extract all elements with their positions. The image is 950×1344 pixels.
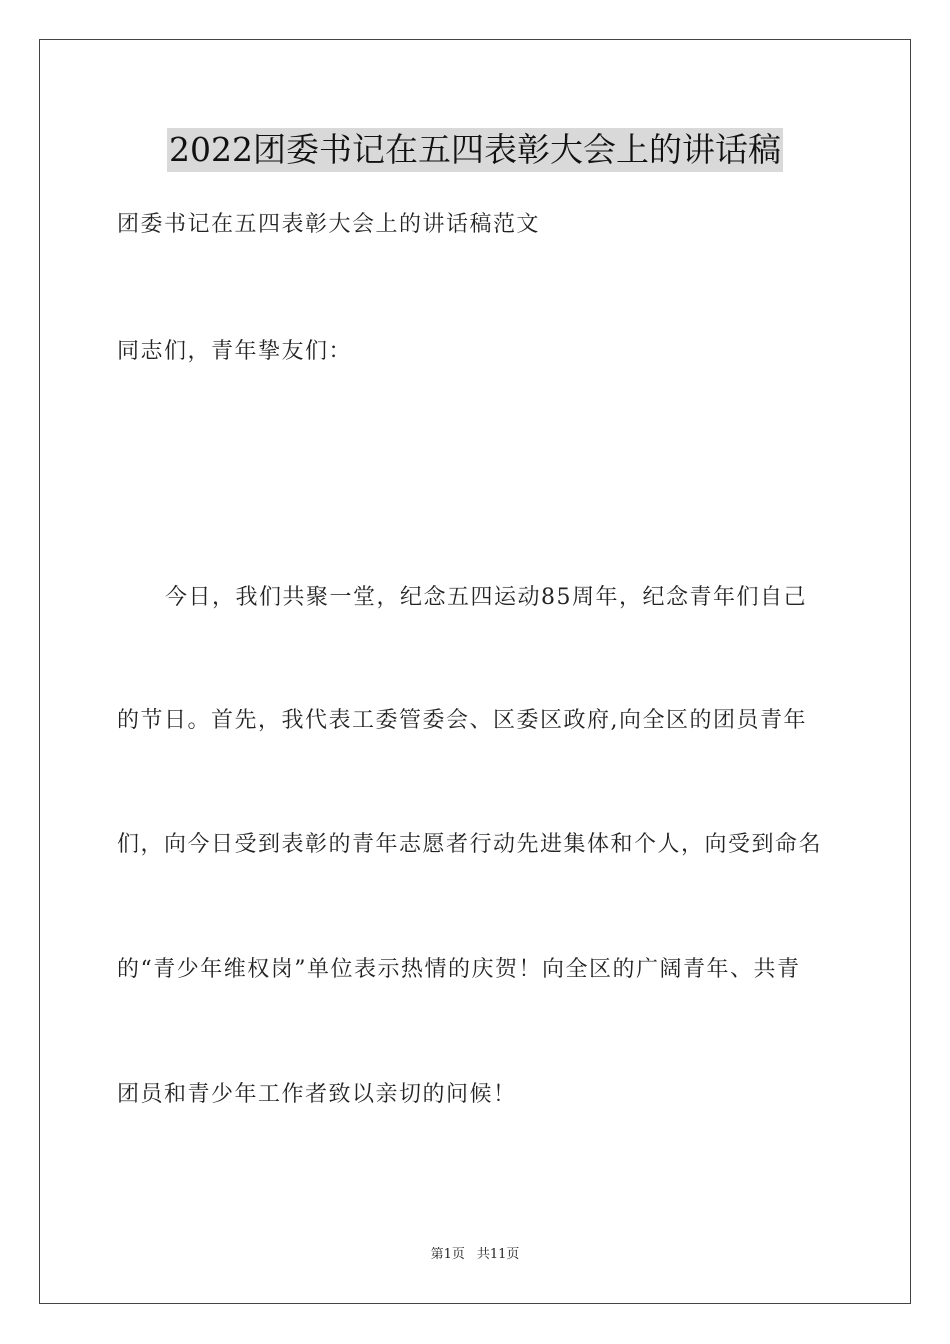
body-line-3: 们，向今日受到表彰的青年志愿者行动先进集体和个人，向受到命名 [117, 832, 823, 857]
page-number-current: 第1页 [430, 1247, 465, 1262]
document-title: 2022团委书记在五四表彰大会上的讲话稿 [167, 128, 783, 172]
document-subtitle: 团委书记在五四表彰大会上的讲话稿范文 [117, 212, 541, 237]
salutation: 同志们，青年挚友们： [117, 339, 353, 364]
body-line-2: 的节日。首先，我代表工委管委会、区委区政府,向全区的团员青年 [117, 708, 807, 733]
body-line-5: 团员和青少年工作者致以亲切的问候！ [117, 1082, 517, 1107]
body-line-1: 今日，我们共聚一堂，纪念五四运动85周年，纪念青年们自己 [165, 585, 807, 610]
page-footer [0, 1246, 950, 1264]
body-line-4: 的“青少年维权岗”单位表示热情的庆贺！向全区的广阔青年、共青 [117, 957, 801, 982]
page-number-total: 共11页 [476, 1247, 520, 1262]
title-container [0, 128, 950, 172]
